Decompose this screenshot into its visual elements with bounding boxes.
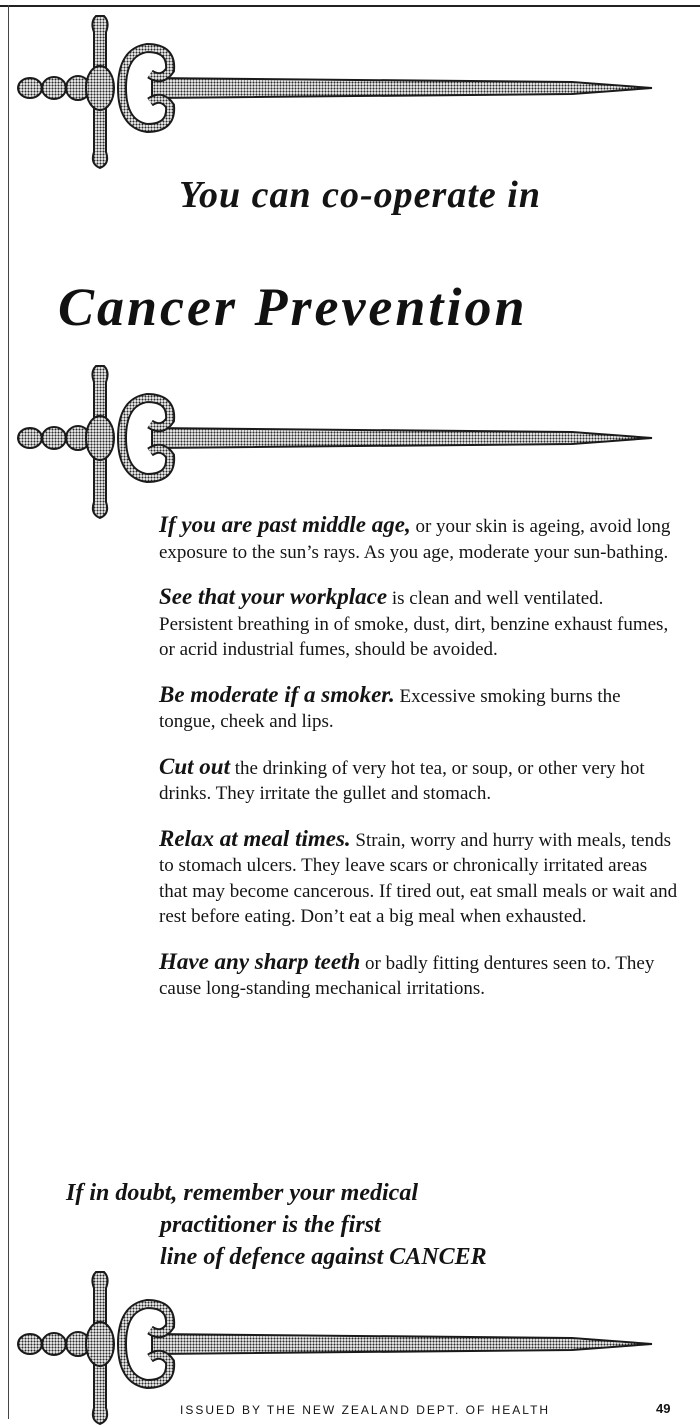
advice-text: or your skin is ageing, avoid long exposure to the sun’s rays. As you age, moderate your sun-bathing. [159, 516, 671, 563]
advice-lead: Be moderate if a smoker. [159, 681, 395, 707]
top-border [0, 5, 700, 7]
closing-line-1: If in doubt, remember your medical [66, 1180, 418, 1206]
advice-paragraph [159, 949, 679, 1002]
closing-line-3: line of defence against CANCER [160, 1244, 487, 1270]
advice-lead: See that your workplace [159, 584, 388, 609]
advice-text: Excessive smoking burns the tongue, cheek and lips. [159, 685, 621, 732]
advice-lead: Cut out [159, 753, 230, 779]
advice-text: the drinking of very hot tea, or soup, or other very hot drinks. They irritate the gullet and stomach. [159, 757, 645, 804]
heading-line-1: You can co-operate in [179, 174, 541, 216]
advice-paragraph [159, 512, 679, 565]
heading-line-2: Cancer Prevention [58, 277, 528, 337]
advice-text: is clean and well ventilated. Persistent breathing in of smoke, dust, dirt, benzine exhaust fumes, or acrid industrial fumes, should be avoided. [159, 588, 669, 660]
advice-paragraph [159, 584, 679, 663]
advice-list [159, 512, 679, 1021]
closing-statement [66, 1177, 686, 1273]
advice-paragraph [159, 754, 679, 807]
closing-line-2: practitioner is the first [160, 1212, 381, 1238]
advice-paragraph [159, 826, 679, 930]
advice-text: or badly fitting dentures seen to. They cause long-standing mechanical irritations. [159, 952, 655, 999]
page-number: 49 [656, 1401, 671, 1416]
left-border [8, 5, 9, 1419]
sword-ornament-middle [12, 362, 662, 522]
issued-by-text: ISSUED BY THE NEW ZEALAND DEPT. OF HEALTH [180, 1403, 551, 1417]
advice-text: Strain, worry and hurry with meals, tends to stomach ulcers. They leave scars or chronically irritated areas that may become cancerous. If tired out, eat small meals or wait and rest before eating. Don’t eat a big meal when exhausted. [159, 829, 678, 927]
advice-lead: Have any sharp teeth [159, 948, 361, 974]
advice-lead: Relax at meal times. [159, 825, 351, 851]
advice-paragraph [159, 682, 679, 735]
footer [180, 1403, 700, 1417]
sword-ornament-top [12, 12, 662, 172]
advice-lead: If you are past middle age, [159, 512, 411, 537]
